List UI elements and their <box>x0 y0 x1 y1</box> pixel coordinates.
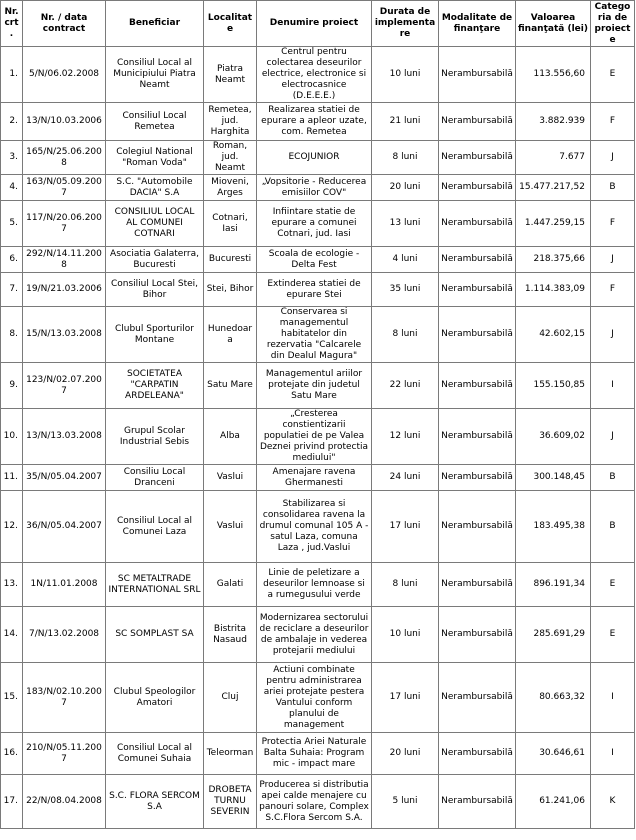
cell-durata: 21 luni <box>372 103 439 141</box>
cell-localitate: Vaslui <box>204 465 257 491</box>
cell-beneficiar: SOCIETATEA "CARPATIN ARDELEANA" <box>106 363 204 409</box>
cell-localitate: Cluj <box>204 663 257 733</box>
cell-categoria: J <box>591 141 635 175</box>
cell-modalitate: Nerambursabilă <box>439 663 516 733</box>
cell-nr: 8. <box>1 307 23 363</box>
cell-nr: 7. <box>1 273 23 307</box>
cell-durata: 17 luni <box>372 491 439 563</box>
cell-categoria: B <box>591 491 635 563</box>
cell-valoarea: 183.495,38 <box>516 491 591 563</box>
cell-durata: 35 luni <box>372 273 439 307</box>
cell-localitate: Roman, jud. Neamt <box>204 141 257 175</box>
cell-categoria: I <box>591 363 635 409</box>
header-nr: Nr. crt. <box>1 1 23 47</box>
cell-categoria: F <box>591 273 635 307</box>
cell-denumire: Scoala de ecologie - Delta Fest <box>257 247 372 273</box>
cell-durata: 24 luni <box>372 465 439 491</box>
cell-beneficiar: SC SOMPLAST SA <box>106 607 204 663</box>
cell-categoria: J <box>591 409 635 465</box>
table-body <box>1 47 635 829</box>
cell-nr: 17. <box>1 775 23 829</box>
cell-nr: 9. <box>1 363 23 409</box>
cell-modalitate: Nerambursabilă <box>439 775 516 829</box>
cell-modalitate: Nerambursabilă <box>439 141 516 175</box>
cell-beneficiar: Consiliul Local al Comunei Laza <box>106 491 204 563</box>
cell-nr: 3. <box>1 141 23 175</box>
cell-beneficiar: Asociatia Galaterra, Bucuresti <box>106 247 204 273</box>
cell-valoarea: 285.691,29 <box>516 607 591 663</box>
cell-denumire: Infiintare statie de epurare a comunei Cotnari, jud. Iasi <box>257 201 372 247</box>
cell-modalitate: Nerambursabilă <box>439 103 516 141</box>
cell-modalitate: Nerambursabilă <box>439 307 516 363</box>
cell-categoria: I <box>591 733 635 775</box>
cell-denumire: Realizarea statiei de epurare a apleor uzate, com. Remetea <box>257 103 372 141</box>
cell-contract: 1N/11.01.2008 <box>23 563 106 607</box>
cell-contract: 7/N/13.02.2008 <box>23 607 106 663</box>
header-contract: Nr. / data contract <box>23 1 106 47</box>
cell-valoarea: 300.148,45 <box>516 465 591 491</box>
cell-durata: 8 luni <box>372 307 439 363</box>
cell-durata: 20 luni <box>372 175 439 201</box>
cell-modalitate: Nerambursabilă <box>439 175 516 201</box>
cell-valoarea: 1.114.383,09 <box>516 273 591 307</box>
table-row <box>1 47 635 103</box>
header-modalitate: Modalitate de finanţare <box>439 1 516 47</box>
cell-nr: 15. <box>1 663 23 733</box>
cell-beneficiar: Clubul Speologilor Amatori <box>106 663 204 733</box>
cell-beneficiar: Colegiul National "Roman Voda" <box>106 141 204 175</box>
cell-denumire: Stabilizarea si consolidarea ravena la drumul comunal 105 A - satul Laza, comuna Laza , jud.Vaslui <box>257 491 372 563</box>
cell-durata: 8 luni <box>372 141 439 175</box>
cell-nr: 5. <box>1 201 23 247</box>
cell-valoarea: 1.447.259,15 <box>516 201 591 247</box>
cell-beneficiar: CONSILIUL LOCAL AL COMUNEI COTNARI <box>106 201 204 247</box>
cell-valoarea: 896.191,34 <box>516 563 591 607</box>
cell-denumire: Extinderea statiei de epurare Stei <box>257 273 372 307</box>
cell-nr: 4. <box>1 175 23 201</box>
cell-modalitate: Nerambursabilă <box>439 47 516 103</box>
cell-contract: 36/N/05.04.2007 <box>23 491 106 563</box>
cell-modalitate: Nerambursabilă <box>439 363 516 409</box>
cell-categoria: J <box>591 307 635 363</box>
table-row <box>1 491 635 563</box>
cell-durata: 20 luni <box>372 733 439 775</box>
cell-valoarea: 155.150,85 <box>516 363 591 409</box>
table-row <box>1 307 635 363</box>
cell-denumire: ECOJUNIOR <box>257 141 372 175</box>
cell-categoria: F <box>591 201 635 247</box>
cell-durata: 17 luni <box>372 663 439 733</box>
cell-denumire: Amenajare ravena Ghermanesti <box>257 465 372 491</box>
cell-nr: 11. <box>1 465 23 491</box>
cell-contract: 163/N/05.09.2007 <box>23 175 106 201</box>
cell-durata: 8 luni <box>372 563 439 607</box>
cell-contract: 123/N/02.07.2007 <box>23 363 106 409</box>
cell-denumire: Centrul pentru colectarea deseurilor electrice, electronice si electrocasnice (D.E.E.E.) <box>257 47 372 103</box>
cell-modalitate: Nerambursabilă <box>439 491 516 563</box>
cell-beneficiar: S.C. "Automobile DACIA" S.A <box>106 175 204 201</box>
cell-valoarea: 113.556,60 <box>516 47 591 103</box>
cell-modalitate: Nerambursabilă <box>439 733 516 775</box>
table-row <box>1 201 635 247</box>
table-row <box>1 363 635 409</box>
cell-nr: 16. <box>1 733 23 775</box>
header-valoarea: Valoarea finanţată (lei) <box>516 1 591 47</box>
cell-categoria: K <box>591 775 635 829</box>
cell-modalitate: Nerambursabilă <box>439 201 516 247</box>
table-row <box>1 141 635 175</box>
cell-categoria: E <box>591 607 635 663</box>
cell-contract: 15/N/13.03.2008 <box>23 307 106 363</box>
cell-contract: 183/N/02.10.2007 <box>23 663 106 733</box>
cell-contract: 210/N/05.11.2007 <box>23 733 106 775</box>
cell-denumire: Modernizarea sectorului de reciclare a deseurilor de ambalaje in vederea protejarii mediului <box>257 607 372 663</box>
table-row <box>1 733 635 775</box>
cell-durata: 10 luni <box>372 47 439 103</box>
cell-localitate: Remetea, jud. Harghita <box>204 103 257 141</box>
table-row <box>1 103 635 141</box>
cell-valoarea: 15.477.217,52 <box>516 175 591 201</box>
cell-modalitate: Nerambursabilă <box>439 409 516 465</box>
cell-valoarea: 80.663,32 <box>516 663 591 733</box>
header-durata: Durata de implementare <box>372 1 439 47</box>
cell-categoria: B <box>591 465 635 491</box>
cell-beneficiar: Consiliul Local Stei, Bihor <box>106 273 204 307</box>
cell-nr: 12. <box>1 491 23 563</box>
header-row <box>1 1 635 47</box>
cell-durata: 4 luni <box>372 247 439 273</box>
cell-denumire: „Vopsitorie - Reducerea emisiilor COV" <box>257 175 372 201</box>
cell-valoarea: 218.375,66 <box>516 247 591 273</box>
cell-localitate: Satu Mare <box>204 363 257 409</box>
cell-denumire: Linie de peletizare a deseurilor lemnoase si a rumegusului verde <box>257 563 372 607</box>
cell-modalitate: Nerambursabilă <box>439 247 516 273</box>
cell-durata: 13 luni <box>372 201 439 247</box>
cell-contract: 165/N/25.06.2008 <box>23 141 106 175</box>
cell-categoria: E <box>591 563 635 607</box>
header-denumire: Denumire proiect <box>257 1 372 47</box>
cell-categoria: I <box>591 663 635 733</box>
cell-contract: 5/N/06.02.2008 <box>23 47 106 103</box>
cell-durata: 22 luni <box>372 363 439 409</box>
cell-localitate: Alba <box>204 409 257 465</box>
cell-contract: 117/N/20.06.2007 <box>23 201 106 247</box>
header-localitate: Localitate <box>204 1 257 47</box>
cell-localitate: DROBETA TURNU SEVERIN <box>204 775 257 829</box>
cell-modalitate: Nerambursabilă <box>439 273 516 307</box>
cell-localitate: Teleorman <box>204 733 257 775</box>
cell-denumire: Producerea si distributia apei calde menajere cu panouri solare, Complex S.C.Flora Sercom S.A. <box>257 775 372 829</box>
header-categoria: Categoria de proiecte <box>591 1 635 47</box>
cell-nr: 13. <box>1 563 23 607</box>
cell-nr: 10. <box>1 409 23 465</box>
cell-categoria: B <box>591 175 635 201</box>
table-row <box>1 607 635 663</box>
table-row <box>1 273 635 307</box>
cell-localitate: Bistrita Nasaud <box>204 607 257 663</box>
cell-categoria: F <box>591 103 635 141</box>
cell-modalitate: Nerambursabilă <box>439 563 516 607</box>
cell-beneficiar: Clubul Sporturilor Montane <box>106 307 204 363</box>
cell-contract: 35/N/05.04.2007 <box>23 465 106 491</box>
cell-denumire: „Cresterea constientizarii populatiei de pe Valea Deznei privind protectia mediului" <box>257 409 372 465</box>
cell-contract: 19/N/21.03.2006 <box>23 273 106 307</box>
cell-categoria: E <box>591 47 635 103</box>
cell-valoarea: 30.646,61 <box>516 733 591 775</box>
cell-durata: 10 luni <box>372 607 439 663</box>
table-row <box>1 409 635 465</box>
cell-localitate: Mioveni, Arges <box>204 175 257 201</box>
cell-nr: 2. <box>1 103 23 141</box>
table-row <box>1 247 635 273</box>
cell-beneficiar: Consiliu Local Dranceni <box>106 465 204 491</box>
cell-contract: 292/N/14.11.2008 <box>23 247 106 273</box>
cell-beneficiar: S.C. FLORA SERCOM S.A <box>106 775 204 829</box>
cell-localitate: Vaslui <box>204 491 257 563</box>
cell-modalitate: Nerambursabilă <box>439 607 516 663</box>
cell-contract: 13/N/10.03.2006 <box>23 103 106 141</box>
cell-denumire: Managementul ariilor protejate din judetul Satu Mare <box>257 363 372 409</box>
cell-valoarea: 42.602,15 <box>516 307 591 363</box>
cell-durata: 5 luni <box>372 775 439 829</box>
cell-valoarea: 7.677 <box>516 141 591 175</box>
cell-localitate: Bucuresti <box>204 247 257 273</box>
cell-beneficiar: Consiliul Local Remetea <box>106 103 204 141</box>
cell-valoarea: 61.241,06 <box>516 775 591 829</box>
cell-beneficiar: SC METALTRADE INTERNATIONAL SRL <box>106 563 204 607</box>
header-beneficiar: Beneficiar <box>106 1 204 47</box>
cell-beneficiar: Grupul Scolar Industrial Sebis <box>106 409 204 465</box>
cell-beneficiar: Consiliul Local al Comunei Suhaia <box>106 733 204 775</box>
cell-valoarea: 36.609,02 <box>516 409 591 465</box>
cell-denumire: Conservarea si managementul habitatelor din rezervatia "Calcarele din Dealul Magura" <box>257 307 372 363</box>
cell-contract: 13/N/13.03.2008 <box>23 409 106 465</box>
cell-categoria: J <box>591 247 635 273</box>
cell-nr: 6. <box>1 247 23 273</box>
cell-localitate: Stei, Bihor <box>204 273 257 307</box>
cell-contract: 22/N/08.04.2008 <box>23 775 106 829</box>
cell-valoarea: 3.882.939 <box>516 103 591 141</box>
cell-localitate: Galati <box>204 563 257 607</box>
cell-durata: 12 luni <box>372 409 439 465</box>
cell-localitate: Cotnari, Iasi <box>204 201 257 247</box>
table-row <box>1 563 635 607</box>
cell-denumire: Actiuni combinate pentru administrarea ariei protejate pestera Vantului conform planului de management <box>257 663 372 733</box>
cell-nr: 14. <box>1 607 23 663</box>
table-row <box>1 663 635 733</box>
cell-modalitate: Nerambursabilă <box>439 465 516 491</box>
table-row <box>1 465 635 491</box>
table-row <box>1 175 635 201</box>
cell-localitate: Hunedoara <box>204 307 257 363</box>
cell-localitate: Piatra Neamt <box>204 47 257 103</box>
cell-beneficiar: Consiliul Local al Municipiului Piatra Neamt <box>106 47 204 103</box>
table-row <box>1 775 635 829</box>
cell-denumire: Protectia Ariei Naturale Balta Suhaia: Program mic - impact mare <box>257 733 372 775</box>
cell-nr: 1. <box>1 47 23 103</box>
